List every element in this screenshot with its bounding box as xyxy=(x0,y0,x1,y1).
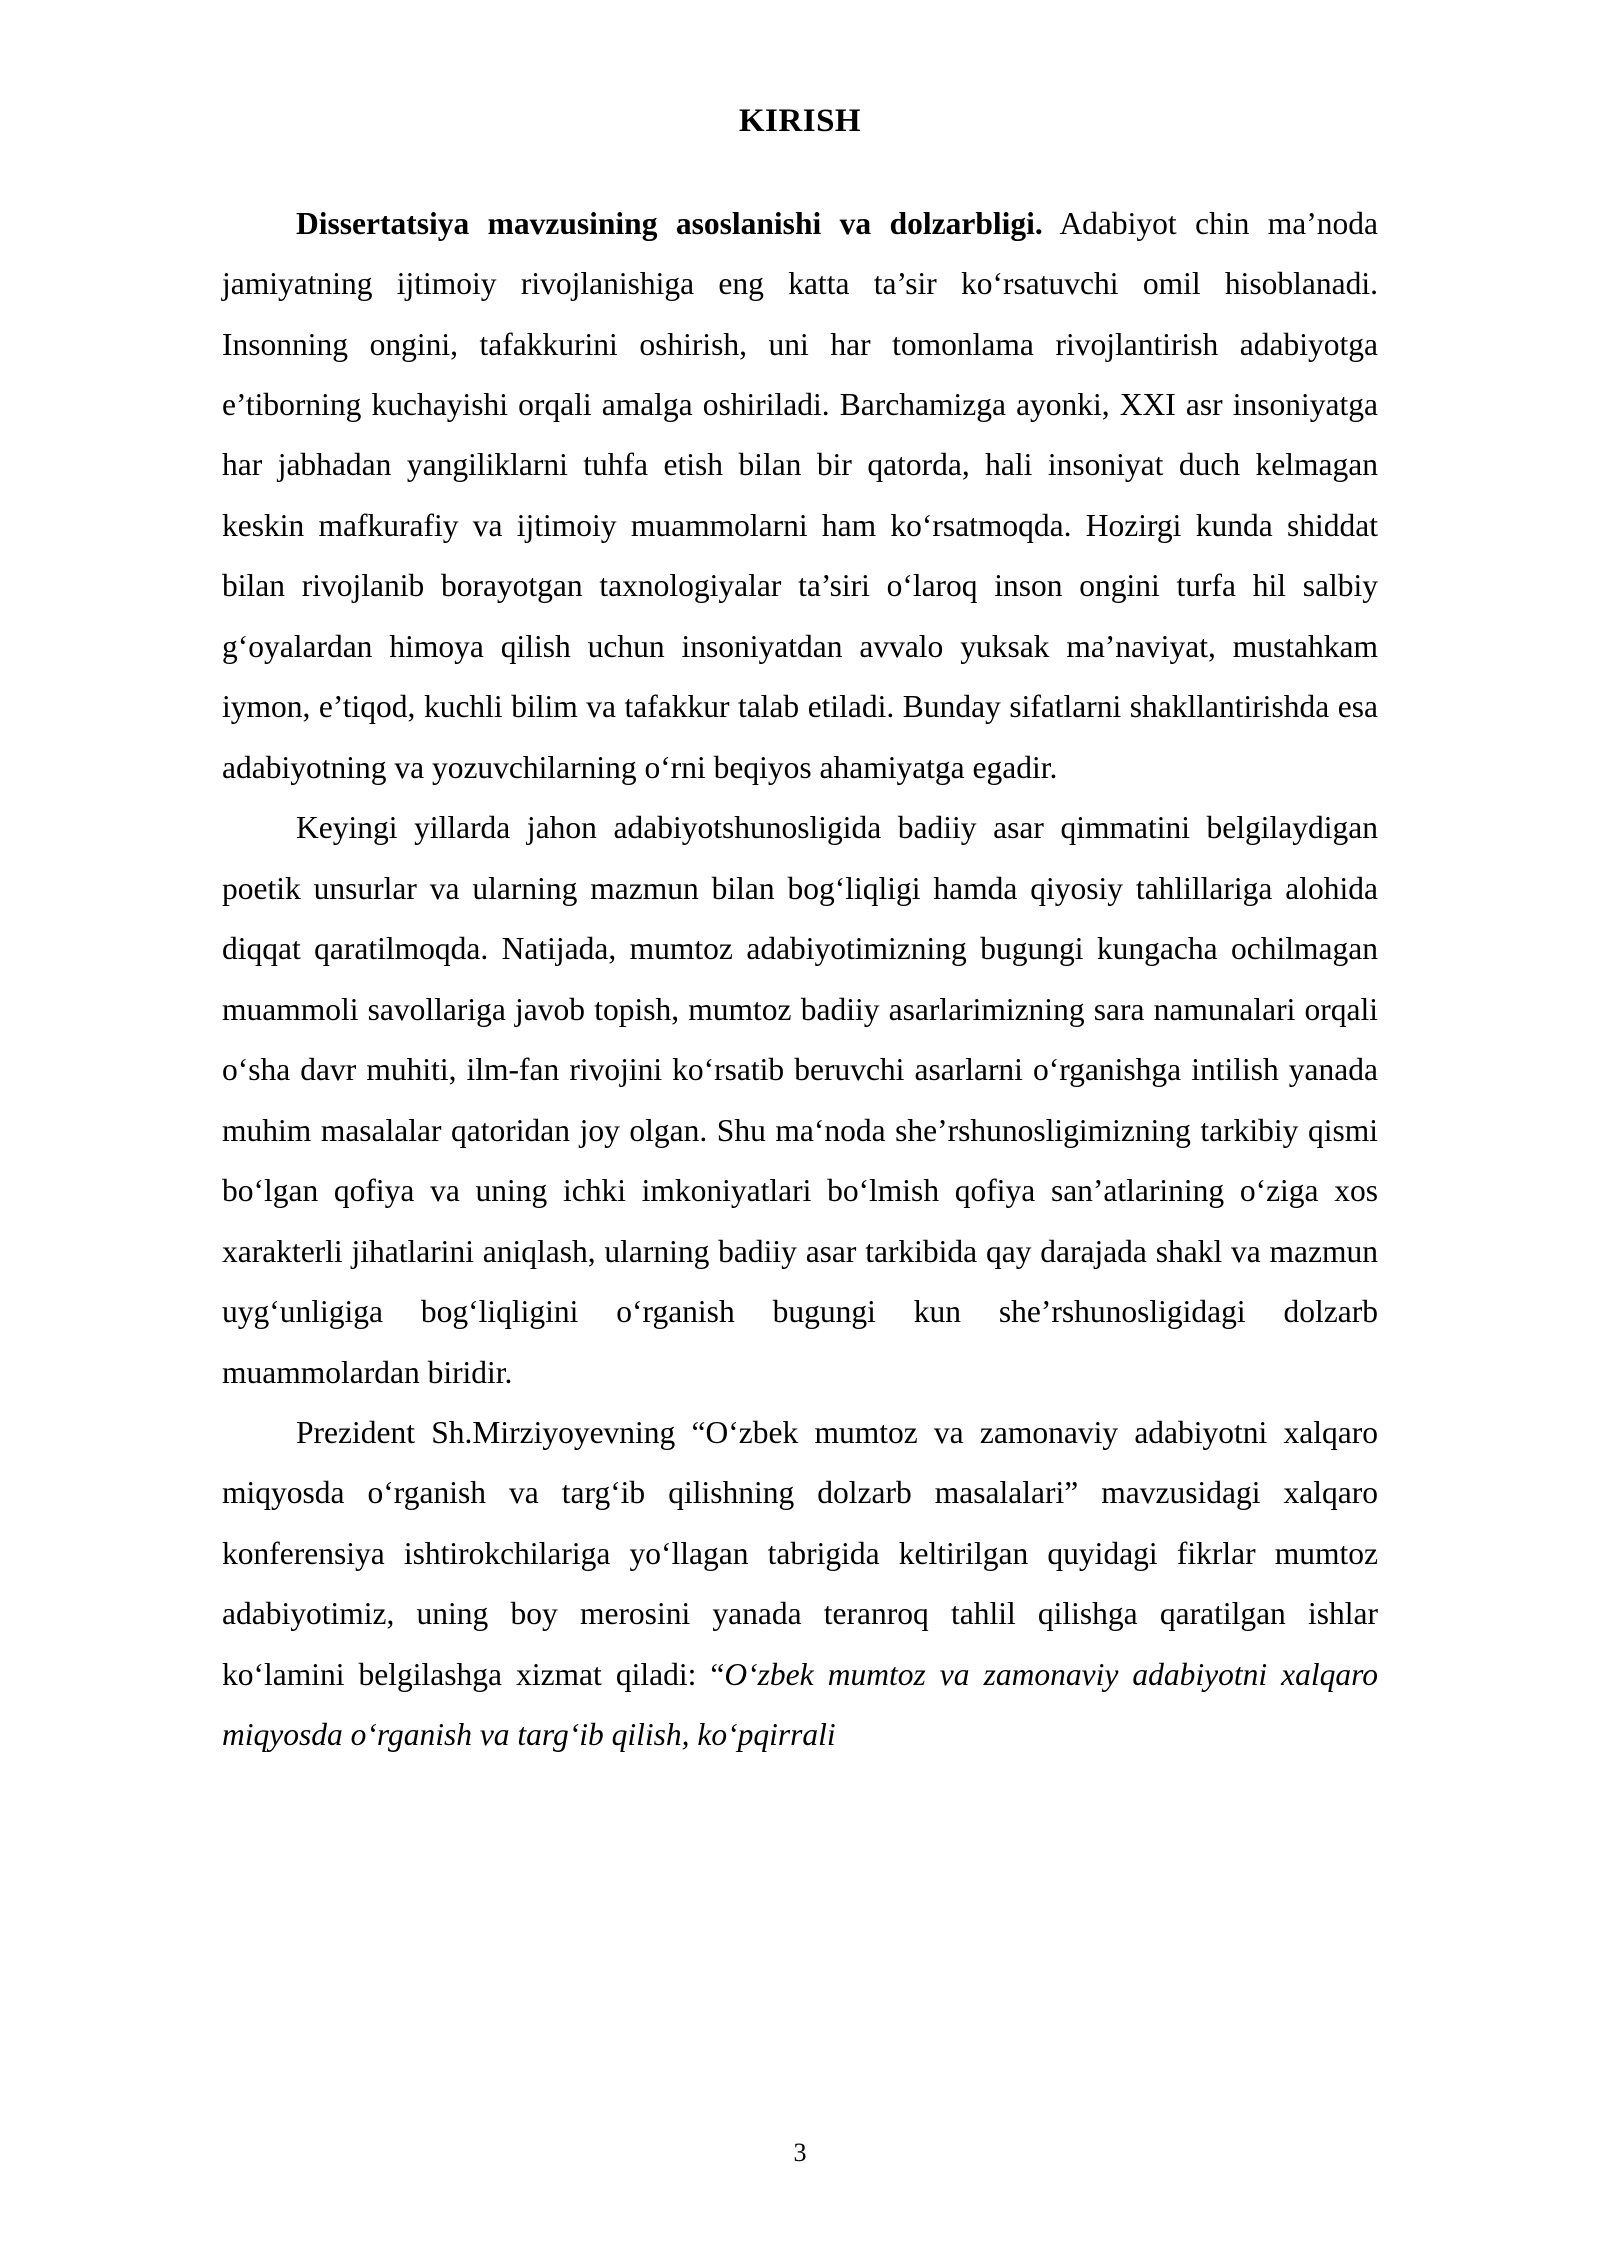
paragraph-lead-bold: Dissertatsiya mavzusining asoslanishi va dolzarbligi. xyxy=(296,205,1043,241)
page-content xyxy=(222,0,1378,1766)
paragraph-body-text: Keyingi yillarda jahon adabiyotshunosligida badiiy asar qimmatini belgilaydigan poetik unsurlar va ularning mazmun bilan bogʻliqligi hamda qiyosiy tahlillariga alohida diqqat qaratilmoqda. Natijada, mumtoz adabiyotimizning bugungi kungacha ochilmagan muammoli savollariga javob topish, mumtoz badiiy asarlarimizning sara namunalari orqali oʻsha davr muhiti, ilm-fan rivojini koʻrsatib beruvchi asarlarni oʻrganishga intilish yanada muhim masalalar qatoridan joy olgan. Shu maʻnoda she’rshunosligimizning tarkibiy qismi boʻlgan qofiya va uning ichki imkoniyatlari boʻlmish qofiya san’atlarining oʻziga xos xarakterli jihatlarini aniqlash, ularning badiiy asar tarkibida qay darajada shakl va mazmun uygʻunligiga bogʻliqligini oʻrganish bugungi kun she’rshunosligidagi dolzarb muammolardan biridir. xyxy=(222,810,1378,1390)
page-number: 3 xyxy=(793,2138,807,2167)
paragraph-relevance xyxy=(222,194,1378,799)
quoted-italic-text: Oʻzbek mumtoz va zamonaviy adabiyotni xalqaro miqyosda oʻrganish va targʻib qilish, koʻpqirrali xyxy=(222,1656,1379,1753)
page-title: KIRISH xyxy=(738,103,862,139)
paragraph-research-focus xyxy=(222,798,1378,1403)
paragraph-body-text: Adabiyot chin ma’noda jamiyatning ijtimoiy rivojlanishiga eng katta ta’sir koʻrsatuvchi omil hisoblanadi. Insonning ongini, tafakkurini oshirish, uni har tomonlama rivojlantirish adabiyotga e’tiborning kuchayishi orqali amalga oshiriladi. Barchamizga ayonki, XXI asr insoniyatga har jabhadan yangiliklarni tuhfa etish bilan bir qatorda, hali insoniyat duch kelmagan keskin mafkurafiy va ijtimoiy muammolarni ham koʻrsatmoqda. Hozirgi kunda shiddat bilan rivojlanib borayotgan taxnologiyalar ta’siri oʻlaroq inson ongini turfa hil salbiy gʻoyalardan himoya qilish uchun insoniyatdan avvalo yuksak ma’naviyat, mustahkam iymon, e’tiqod, kuchli bilim va tafakkur talab etiladi. Bunday sifatlarni shakllantirishda esa adabiyotning va yozuvchilarning oʻrni beqiyos ahamiyatga egadir. xyxy=(222,205,1378,785)
paragraph-body-text: Prezident Sh.Mirziyoyevning “Oʻzbek mumtoz va zamonaviy adabiyotni xalqaro miqyosda oʻrganish va targʻib qilishning dolzarb masalalari” mavzusidagi xalqaro konferensiya ishtirokchilariga yoʻllagan tabrigida keltirilgan quyidagi fikrlar mumtoz adabiyotimiz, uning boy merosini yanada teranroq tahlil qilishga qaratilgan ishlar koʻlamini belgilashga xizmat qiladi: “ xyxy=(222,1414,1378,1692)
paragraph-president-quote xyxy=(222,1403,1378,1766)
